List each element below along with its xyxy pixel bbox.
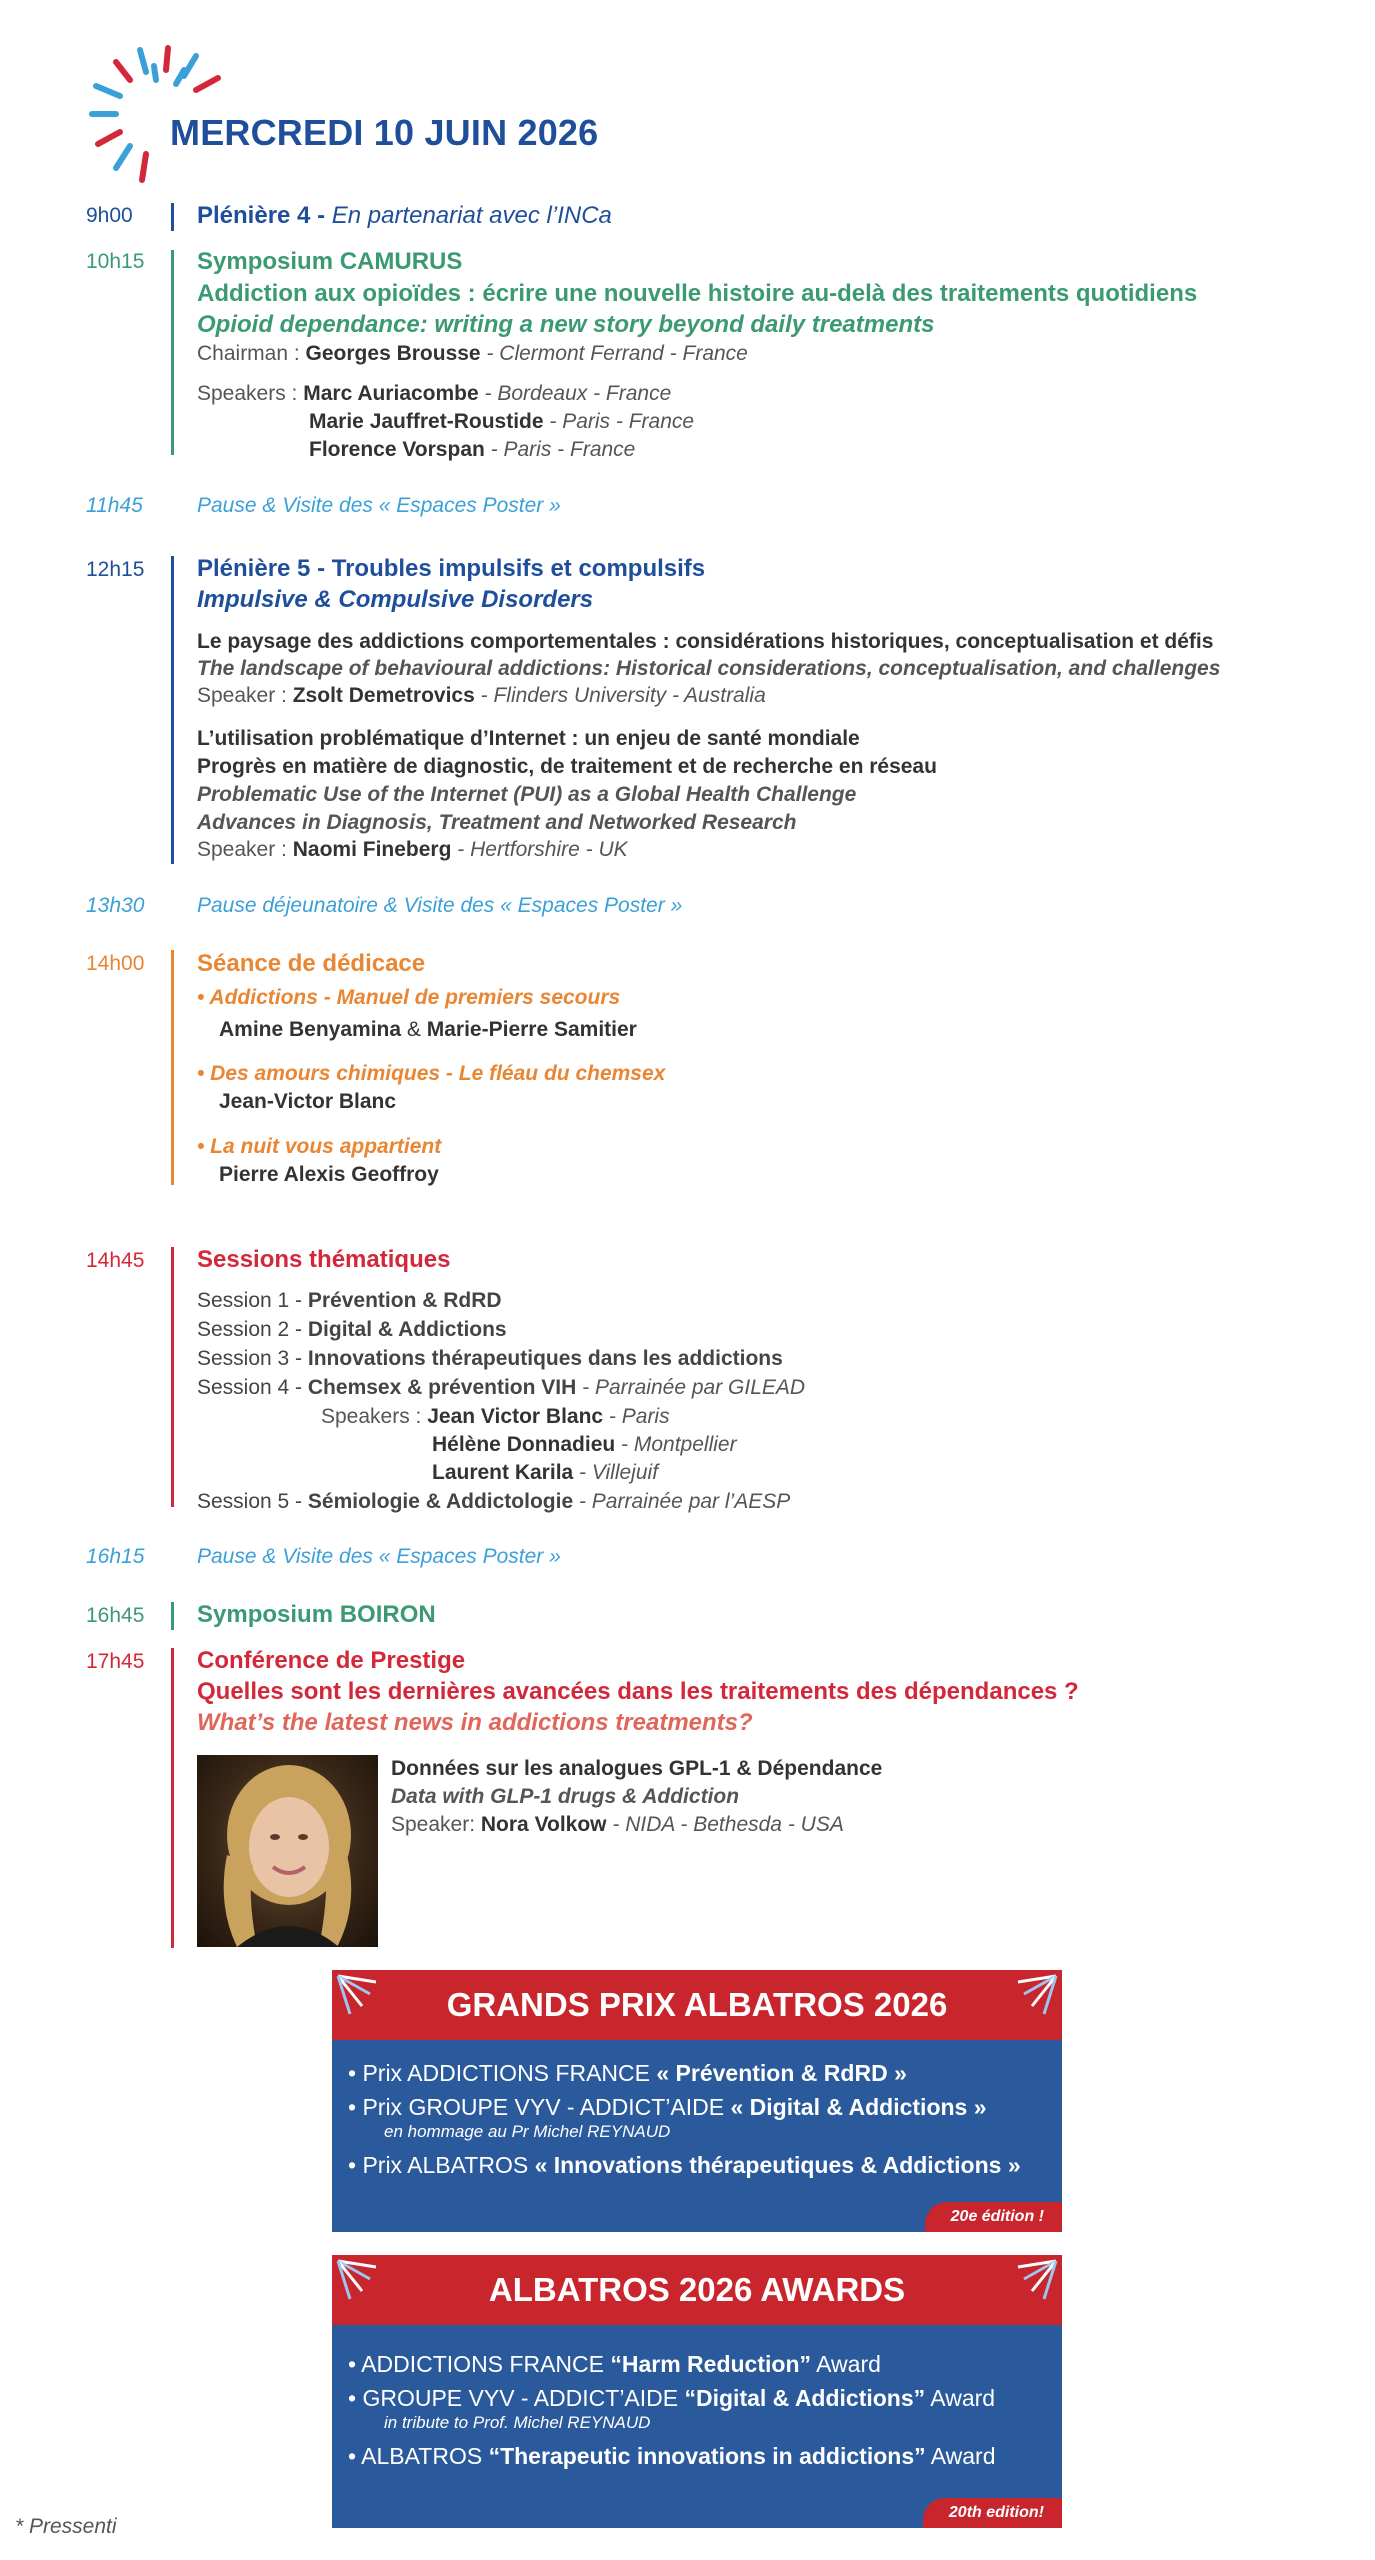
speaker-line: Laurent Karila - Villejuif bbox=[432, 1461, 659, 1484]
tribute-note: in tribute to Prof. Michel REYNAUD bbox=[384, 2413, 651, 2432]
pause-text: Pause déjeunatoire & Visite des « Espaces Poster » bbox=[197, 894, 683, 917]
box-header bbox=[332, 2255, 1062, 2325]
session-line: Session 2 - Digital & Addictions bbox=[197, 1318, 507, 1341]
talk-title-fr: Le paysage des addictions comportementales : considérations historiques, conceptualisation et défis bbox=[197, 630, 1214, 653]
box-title: ALBATROS 2026 AWARDS bbox=[488, 2271, 906, 2308]
section-bar bbox=[171, 950, 174, 1185]
edition-badge: 20th edition! bbox=[923, 2498, 1062, 2528]
speaker-line: Speakers : Jean Victor Blanc - Paris bbox=[321, 1405, 670, 1428]
prize-item: • Prix ALBATROS « Innovations thérapeutiques & Addictions » bbox=[348, 2152, 1021, 2178]
time-16h45: 16h45 bbox=[86, 1604, 145, 1627]
sessions-title: Sessions thématiques bbox=[197, 1246, 451, 1273]
symposium-en-title: Opioid dependance: writing a new story beyond daily treatments bbox=[197, 311, 935, 338]
pleniere-5-subtitle: Impulsive & Compulsive Disorders bbox=[197, 586, 594, 613]
tribute-note: en hommage au Pr Michel REYNAUD bbox=[384, 2122, 671, 2141]
pause-text: Pause & Visite des « Espaces Poster » bbox=[197, 494, 561, 517]
talk-title-en: The landscape of behavioural addictions: Historical considerations, conceptualisation, and challenges bbox=[197, 657, 1221, 680]
award-item: • GROUPE VYV - ADDICT’AIDE “Digital & Addictions” Award bbox=[348, 2385, 996, 2411]
box-title: GRANDS PRIX ALBATROS 2026 bbox=[446, 1986, 948, 2023]
book-title: • Des amours chimiques - Le fléau du chemsex bbox=[197, 1062, 666, 1085]
time-16h15: 16h15 bbox=[86, 1545, 145, 1568]
dedicace-title: Séance de dédicace bbox=[197, 950, 426, 977]
section-bar bbox=[171, 203, 174, 231]
time-17h45: 17h45 bbox=[86, 1650, 145, 1673]
page-title: MERCREDI 10 JUIN 2026 bbox=[170, 112, 599, 153]
awards-box bbox=[332, 2255, 1062, 2528]
fan-icon bbox=[336, 1974, 396, 2034]
box-header bbox=[332, 1970, 1062, 2040]
session-line: Session 1 - Prévention & RdRD bbox=[197, 1289, 502, 1312]
talk-title-fr: Progrès en matière de diagnostic, de traitement et de recherche en réseau bbox=[197, 755, 937, 778]
section-bar bbox=[171, 1602, 174, 1630]
time-12h15: 12h15 bbox=[86, 558, 145, 581]
session-line: Session 3 - Innovations thérapeutiques dans les addictions bbox=[197, 1347, 783, 1370]
time-9h00: 9h00 bbox=[86, 204, 133, 227]
symposium-fr-title: Addiction aux opioïdes : écrire une nouvelle histoire au-delà des traitements quotidiens bbox=[197, 280, 1198, 307]
footnote: * Pressenti bbox=[15, 2515, 117, 2538]
chairman-line: Chairman : Georges Brousse - Clermont Ferrand - France bbox=[197, 342, 748, 365]
fan-icon bbox=[998, 1974, 1058, 2034]
pleniere-4: Plénière 4 - En partenariat avec l’INCa bbox=[197, 202, 612, 229]
pleniere-5-title: Plénière 5 - Troubles impulsifs et compulsifs bbox=[197, 555, 706, 582]
book-title: • La nuit vous appartient bbox=[197, 1135, 442, 1158]
grands-prix-box bbox=[332, 1970, 1062, 2232]
book-authors: Pierre Alexis Geoffroy bbox=[219, 1163, 439, 1186]
section-bar bbox=[171, 1648, 174, 1948]
section-bar bbox=[171, 250, 174, 455]
time-11h45: 11h45 bbox=[86, 494, 143, 517]
talk-title-en: Problematic Use of the Internet (PUI) as a Global Health Challenge bbox=[197, 783, 857, 806]
talk-title-en: Data with GLP-1 drugs & Addiction bbox=[391, 1785, 740, 1808]
book-title: • Addictions - Manuel de premiers secours bbox=[197, 986, 621, 1009]
session-line: Session 4 - Chemsex & prévention VIH - Parrainée par GILEAD bbox=[197, 1376, 806, 1399]
symposium-boiron: Symposium BOIRON bbox=[197, 1601, 436, 1628]
conference-fr: Quelles sont les dernières avancées dans les traitements des dépendances ? bbox=[197, 1678, 1079, 1705]
speaker-line: Speaker: Nora Volkow - NIDA - Bethesda - USA bbox=[391, 1813, 844, 1836]
speaker-line: Speaker : Naomi Fineberg - Hertforshire - UK bbox=[197, 838, 628, 861]
speaker-line: Florence Vorspan - Paris - France bbox=[309, 438, 636, 461]
time-14h45: 14h45 bbox=[86, 1249, 145, 1272]
prize-item: • Prix GROUPE VYV - ADDICT’AIDE « Digital & Addictions » bbox=[348, 2094, 987, 2120]
talk-title-en: Advances in Diagnosis, Treatment and Networked Research bbox=[197, 811, 797, 834]
speaker-line: Speakers : Marc Auriacombe - Bordeaux - France bbox=[197, 382, 672, 405]
book-authors: Jean-Victor Blanc bbox=[219, 1090, 397, 1113]
section-bar bbox=[171, 1247, 174, 1507]
speaker-line: Hélène Donnadieu - Montpellier bbox=[432, 1433, 737, 1456]
session-line: Session 5 - Sémiologie & Addictologie - Parrainée par l’AESP bbox=[197, 1490, 791, 1513]
prize-item: • Prix ADDICTIONS FRANCE « Prévention & RdRD » bbox=[348, 2060, 907, 2086]
speaker-line: Marie Jauffret-Roustide - Paris - France bbox=[309, 410, 695, 433]
pause-text: Pause & Visite des « Espaces Poster » bbox=[197, 1545, 561, 1568]
edition-badge: 20e édition ! bbox=[925, 2202, 1062, 2232]
time-14h00: 14h00 bbox=[86, 952, 145, 975]
speaker-line: Speaker : Zsolt Demetrovics - Flinders University - Australia bbox=[197, 684, 766, 707]
time-13h30: 13h30 bbox=[86, 894, 145, 917]
fan-icon bbox=[336, 2259, 396, 2319]
book-authors: Amine Benyamina & Marie-Pierre Samitier bbox=[219, 1018, 637, 1041]
time-10h15: 10h15 bbox=[86, 250, 145, 273]
conference-en: What’s the latest news in addictions treatments? bbox=[197, 1709, 753, 1736]
talk-title-fr: L’utilisation problématique d’Internet : un enjeu de santé mondiale bbox=[197, 727, 860, 750]
award-item: • ADDICTIONS FRANCE “Harm Reduction” Award bbox=[348, 2351, 881, 2377]
conference-title: Conférence de Prestige bbox=[197, 1647, 466, 1674]
symposium-title: Symposium CAMURUS bbox=[197, 248, 463, 275]
section-bar bbox=[171, 556, 174, 864]
award-item: • ALBATROS “Therapeutic innovations in addictions” Award bbox=[348, 2443, 996, 2469]
speaker-photo bbox=[197, 1755, 378, 1947]
fan-icon bbox=[998, 2259, 1058, 2319]
talk-title-fr: Données sur les analogues GPL-1 & Dépendance bbox=[391, 1757, 883, 1780]
